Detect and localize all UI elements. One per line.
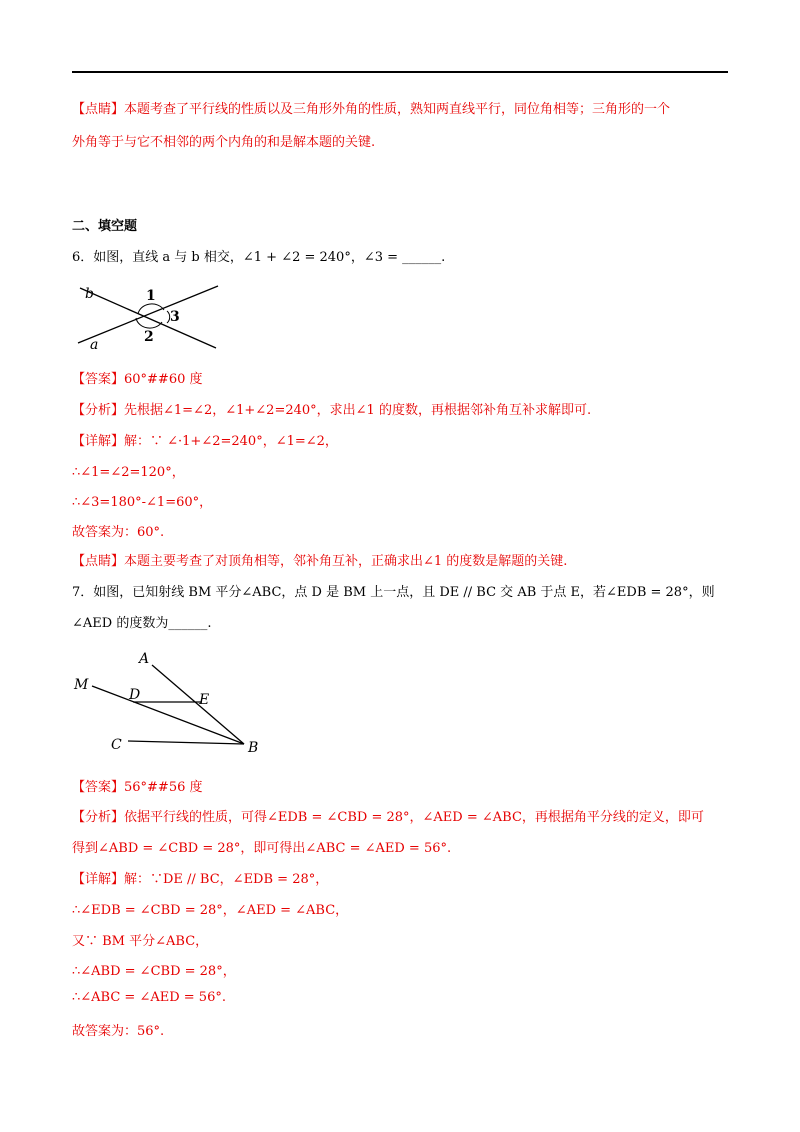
label-M: M [74, 677, 89, 693]
label-C: C [111, 737, 122, 753]
q6-step1: ∴∠1=∠2=120°， [72, 465, 185, 480]
q6-final: 故答案为：60°. [72, 525, 165, 540]
q7-answer: 【答案】56°##56 度 [72, 780, 203, 795]
q7-line2: ∠AED 的度数为______. [72, 616, 212, 631]
segment-bc [128, 741, 244, 744]
label-1: 1 [146, 288, 156, 304]
q6-figure [72, 276, 232, 356]
q7-analysis1: 【分析】依据平行线的性质，可得∠EDB = ∠CBD = 28°，∠AED = ∠ABC，再根据角平分线的定义，即可 [72, 810, 704, 825]
q7-analysis2: 得到∠ABD = ∠CBD = 28°，即可得出∠ABC = ∠AED = 56°. [72, 841, 452, 856]
segment-ab [152, 665, 244, 744]
label-A: A [139, 651, 150, 667]
header-rule [72, 71, 728, 73]
label-3: 3 [170, 309, 180, 325]
q7-step1: ∴∠EDB = ∠CBD = 28°，∠AED = ∠ABC， [72, 903, 349, 918]
label-a: a [90, 337, 99, 353]
q6-tip: 【点睛】本题主要考查了对顶角相等，邻补角互补，正确求出∠1 的度数是解题的关键. [72, 554, 568, 569]
q6-step2: ∴∠3=180°-∠1=60°， [72, 495, 213, 510]
section-title: 二、填空题 [72, 219, 138, 234]
q7-detail: 【详解】解：∵DE // BC，∠EDB = 28°， [72, 872, 329, 887]
q7-step2: 又∵ BM 平分∠ABC， [72, 934, 209, 949]
q7-final: 故答案为：56°. [72, 1024, 165, 1039]
q7-step3: ∴∠ABD = ∠CBD = 28°， [72, 964, 236, 979]
tip5-line1: 【点睛】本题考查了平行线的性质以及三角形外角的性质，熟知两直线平行，同位角相等；三角形的一个 [72, 102, 671, 117]
label-B: B [248, 740, 259, 756]
label-E: E [199, 692, 210, 708]
q7-figure [72, 645, 272, 760]
q6-analysis: 【分析】先根据∠1=∠2，∠1+∠2=240°，求出∠1 的度数，再根据邻补角互补求解即可. [72, 403, 592, 418]
ray-bm [92, 686, 244, 744]
q7-line1: 7．如图，已知射线 BM 平分∠ABC，点 D 是 BM 上一点，且 DE // BC 交 AB 于点 E，若∠EDB = 28°，则 [72, 585, 715, 600]
q6-question: 6．如图，直线 a 与 b 相交，∠1 + ∠2 = 240°，∠3 = ______. [72, 250, 446, 265]
label-2: 2 [144, 329, 154, 345]
q7-step4: ∴∠ABC = ∠AED = 56°. [72, 990, 226, 1005]
label-b: b [85, 286, 94, 302]
label-D: D [129, 687, 141, 703]
tip5-line2: 外角等于与它不相邻的两个内角的和是解本题的关键. [72, 135, 376, 150]
q6-detail: 【详解】解：∵ ∠·1+∠2=240°，∠1=∠2， [72, 434, 338, 449]
q6-answer: 【答案】60°##60 度 [72, 372, 203, 387]
